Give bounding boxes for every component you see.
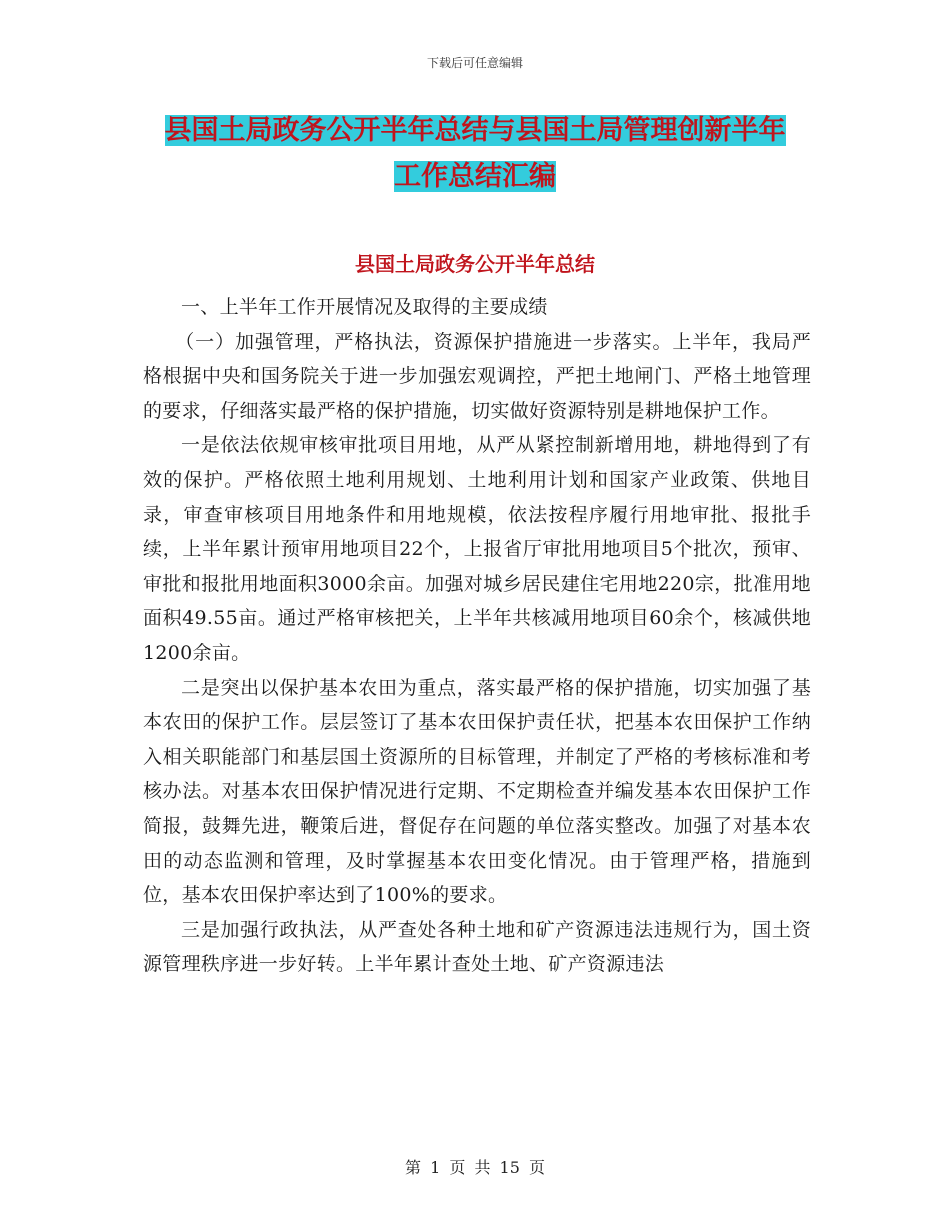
section-title: 县国土局政务公开半年总结: [355, 252, 595, 276]
paragraph: 三是加强行政执法，从严查处各种土地和矿产资源违法违规行为，国土资源管理秩序进一步好转。上半年累计查处土地、矿产资源违法: [143, 918, 811, 976]
title-line-1: 县国土局政务公开半年总结与县国土局管理创新半年: [164, 115, 786, 146]
title-line-2: 工作总结汇编: [394, 161, 556, 192]
paragraph: （一）加强管理，严格执法，资源保护措施进一步落实。上半年，我局严格根据中央和国务院关于进一步加强宏观调控，严把土地闸门、严格土地管理的要求，仔细落实最严格的保护措施，切实做好资源特别是耕地保护工作。: [143, 330, 811, 422]
body-text: [143, 290, 811, 982]
header-note: 下载后可任意编辑: [426, 56, 523, 70]
document-title: [140, 108, 810, 200]
paragraph: 二是突出以保护基本农田为重点，落实最严格的保护措施，切实加强了基本农田的保护工作。层层签订了基本农田保护责任状，把基本农田保护工作纳入相关职能部门和基层国土资源所的目标管理，并制定了严格的考核标准和考核办法。对基本农田保护情况进行定期、不定期检查并编发基本农田保护工作简报，鼓舞先进，鞭策后进，督促存在问题的单位落实整改。加强了对基本农田的动态监测和管理，及时掌握基本农田变化情况。由于管理严格，措施到位，基本农田保护率达到了100%的要求。: [143, 676, 811, 907]
heading-paragraph: 一、上半年工作开展情况及取得的主要成绩: [181, 296, 548, 318]
paragraph: 一是依法依规审核审批项目用地，从严从紧控制新增用地，耕地得到了有效的保护。严格依照土地利用规划、土地利用计划和国家产业政策、供地目录，审查审核项目用地条件和用地规模，依法按程序履行用地审批、报批手续，上半年累计预审用地项目22个，上报省厅审批用地项目5个批次，预审、审批和报批用地面积3000余亩。加强对城乡居民建住宅用地220宗，批准用地面积49.55亩。通过严格审核把关，上半年共核减用地项目60余个，核减供地1200余亩。: [143, 434, 811, 664]
page-footer: 第 1 页 共 15 页: [405, 1158, 545, 1177]
